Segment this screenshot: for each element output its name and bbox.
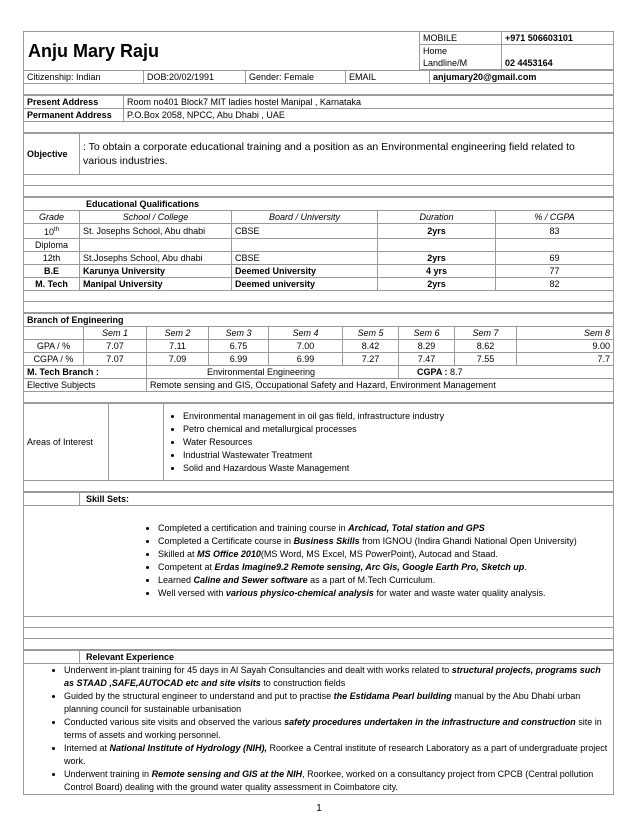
- education-cell-school: [80, 239, 232, 252]
- cgpa-value: 7.47: [399, 353, 455, 366]
- personal-row: [23, 70, 614, 95]
- education-row: [24, 224, 614, 239]
- education-cell-board: [232, 239, 378, 252]
- cgpa-value: 7.7: [517, 353, 614, 366]
- semester-header: Sem 6: [399, 327, 455, 340]
- permanent-address-value: P.O.Box 2058, NPCC, Abu Dhabi , UAE: [124, 109, 614, 122]
- education-row: [24, 239, 614, 252]
- spacer: [24, 302, 614, 313]
- education-cell-score: [496, 239, 614, 252]
- education-cell-board: Deemed University: [232, 265, 378, 278]
- objective-text: : To obtain a corporate educational training and a position as an Environmental engineering field related to various industries.: [80, 134, 614, 175]
- interest-item: • Environmental management in oil gas field, infrastructure industry: [183, 410, 610, 423]
- mtech-branch-label: M. Tech Branch :: [24, 366, 147, 379]
- gpa-value: 6.75: [209, 340, 269, 353]
- experience-item: • Interned at National Institute of Hydrology (NIH), Roorkee a Central institute of research Laboratory as a part of undergraduate project work.: [64, 742, 610, 768]
- interest-item: • Water Resources: [183, 436, 610, 449]
- education-cell-school: Manipal University: [80, 278, 232, 291]
- gpa-label: GPA / %: [24, 340, 84, 353]
- mobile-label: MOBILE: [420, 32, 502, 45]
- skills-title: Skill Sets:: [80, 493, 614, 506]
- spacer: [24, 392, 614, 403]
- gpa-value: 7.11: [147, 340, 209, 353]
- cgpa-value: 6.99: [269, 353, 343, 366]
- skills-item: • Well versed with various physico-chemical analysis for water and waste water quality analysis.: [158, 587, 610, 600]
- page-number: 1: [316, 803, 322, 814]
- objective-table: [23, 133, 614, 197]
- experience-table: [23, 650, 614, 795]
- education-cell-duration: 2yrs: [378, 224, 496, 239]
- dob: DOB:20/02/1991: [144, 71, 246, 84]
- education-cell-school: St. Josephs School, Abu dhabi: [80, 224, 232, 239]
- col-board: Board / University: [232, 211, 378, 224]
- email-label: EMAIL: [346, 71, 430, 84]
- home-label: Home Landline/M: [420, 45, 502, 70]
- present-address-label: Present Address: [24, 96, 124, 109]
- skills-list: [142, 522, 610, 600]
- spacer: [24, 481, 614, 492]
- gpa-value: 8.29: [399, 340, 455, 353]
- blank-cell: [24, 651, 80, 664]
- education-cell-grade: 12th: [24, 252, 80, 265]
- interests-list: [167, 410, 610, 475]
- interest-item: • Industrial Wastewater Treatment: [183, 449, 610, 462]
- education-cell-duration: [378, 239, 496, 252]
- engineering-table: [23, 313, 614, 403]
- cgpa-row: [24, 353, 614, 366]
- education-cell-board: CBSE: [232, 252, 378, 265]
- education-row: [24, 265, 614, 278]
- cgpa-value: 7.07: [84, 353, 147, 366]
- gender: Gender: Female: [246, 71, 346, 84]
- spacer: [24, 628, 614, 639]
- gpa-value: 9.00: [517, 340, 614, 353]
- spacer: [24, 122, 614, 133]
- skills-list-cell: [24, 506, 614, 617]
- education-table: [23, 197, 614, 313]
- spacer: [24, 291, 614, 302]
- gpa-row: [24, 340, 614, 353]
- interests-list-cell: [164, 404, 614, 481]
- semester-header: Sem 1: [84, 327, 147, 340]
- skills-item: • Learned Caline and Sewer software as a part of M.Tech Curriculum.: [158, 574, 610, 587]
- cgpa-label: CGPA / %: [24, 353, 84, 366]
- experience-list: [48, 664, 610, 794]
- skills-table: [23, 492, 614, 650]
- engineering-title: Branch of Engineering: [24, 314, 614, 327]
- education-cell-score: 82: [496, 278, 614, 291]
- education-cell-duration: 2yrs: [378, 252, 496, 265]
- education-cell-grade: B.E: [24, 265, 80, 278]
- semester-header: Sem 4: [269, 327, 343, 340]
- cgpa-overall: CGPA : 8.7: [399, 366, 614, 379]
- gpa-value: 8.62: [455, 340, 517, 353]
- permanent-address-label: Permanent Address: [24, 109, 124, 122]
- address-table: [23, 95, 614, 133]
- col-school: School / College: [80, 211, 232, 224]
- resume-page: [23, 31, 613, 795]
- education-cell-score: 77: [496, 265, 614, 278]
- semester-header: Sem 2: [147, 327, 209, 340]
- education-row: [24, 252, 614, 265]
- header-table: [23, 31, 614, 70]
- skills-item: • Completed a Certificate course in Business Skills from IGNOU (Indira Ghandi National Open University): [158, 535, 610, 548]
- education-rows: [24, 224, 614, 291]
- spacer: [24, 84, 614, 95]
- skills-item: • Competent at Erdas Imagine9.2 Remote sensing, Arc Gis, Google Earth Pro, Sketch up.: [158, 561, 610, 574]
- citizenship: Citizenship: Indian: [24, 71, 144, 84]
- cgpa-value: 7.27: [343, 353, 399, 366]
- interests-label: Areas of Interest: [24, 404, 109, 481]
- cgpa-value: 7.55: [455, 353, 517, 366]
- skills-item: • Skilled at MS Office 2010(MS Word, MS Excel, MS PowerPoint), Autocad and Staad.: [158, 548, 610, 561]
- email-value: anjumary20@gmail.com: [430, 71, 614, 84]
- mtech-branch-value: Environmental Engineering: [147, 366, 399, 379]
- semester-header: Sem 3: [209, 327, 269, 340]
- interests-table: [23, 403, 614, 492]
- col-grade: Grade: [24, 211, 80, 224]
- blank-cell: [24, 327, 84, 340]
- spacer: [24, 617, 614, 628]
- gpa-value: 8.42: [343, 340, 399, 353]
- semester-header: Sem 5: [343, 327, 399, 340]
- gpa-value: 7.07: [84, 340, 147, 353]
- skills-item: • Completed a certification and training course in Archicad, Total station and GPS: [158, 522, 610, 535]
- cgpa-value: 6.99: [209, 353, 269, 366]
- semester-header: Sem 7: [455, 327, 517, 340]
- cgpa-value: 7.09: [147, 353, 209, 366]
- education-cell-board: Deemed university: [232, 278, 378, 291]
- interest-item: • Solid and Hazardous Waste Management: [183, 462, 610, 475]
- education-cell-school: Karunya University: [80, 265, 232, 278]
- education-row: [24, 278, 614, 291]
- education-cell-duration: 4 yrs: [378, 265, 496, 278]
- objective-label: Objective: [24, 134, 80, 175]
- education-cell-grade: Diploma: [24, 239, 80, 252]
- mobile-value: +971 506603101: [502, 32, 614, 45]
- col-score: % / CGPA: [496, 211, 614, 224]
- spacer: [24, 175, 614, 186]
- blank-cell: [109, 404, 164, 481]
- present-address-value: Room no401 Block7 MIT ladies hostel Manipal , Karnataka: [124, 96, 614, 109]
- electives-label: Elective Subjects: [24, 379, 147, 392]
- spacer: [24, 186, 614, 197]
- gpa-value: 7.00: [269, 340, 343, 353]
- semester-header-row: [24, 327, 614, 340]
- education-cell-board: CBSE: [232, 224, 378, 239]
- home-value: 02 4453164: [502, 45, 614, 70]
- electives-value: Remote sensing and GIS, Occupational Safety and Hazard, Environment Management: [147, 379, 614, 392]
- experience-item: • Underwent in-plant training for 45 days in Al Sayah Consultancies and dealt with works related to structural projects, programs such as STAAD ,SAFE,AUTOCAD etc and site visits to construction fields: [64, 664, 610, 690]
- education-cell-score: 69: [496, 252, 614, 265]
- col-duration: Duration: [378, 211, 496, 224]
- education-cell-duration: 2yrs: [378, 278, 496, 291]
- semester-header: Sem 8: [517, 327, 614, 340]
- education-cell-grade: 10th: [24, 224, 80, 239]
- education-cell-score: 83: [496, 224, 614, 239]
- candidate-name: Anju Mary Raju: [24, 32, 420, 70]
- education-title: Educational Qualifications: [24, 198, 614, 211]
- education-cell-school: St.Josephs School, Abu dhabi: [80, 252, 232, 265]
- education-cell-grade: M. Tech: [24, 278, 80, 291]
- interest-item: • Petro chemical and metallurgical processes: [183, 423, 610, 436]
- experience-list-cell: [24, 664, 614, 795]
- experience-item: • Conducted various site visits and observed the various safety procedures undertaken in the infrastructure and construction site in terms of assets and working personnel.: [64, 716, 610, 742]
- experience-item: • Underwent training in Remote sensing and GIS at the NIH, Roorkee, worked on a consultancy project from CPCB (Central pollution Control Board) dealing with the ground water quality assessment in Coimbatore city.: [64, 768, 610, 794]
- experience-item: • Guided by the structural engineer to understand and put to practise the Estidama Pearl building manual by the Abu Dhabi urban planning council for sustainable urbanisation: [64, 690, 610, 716]
- blank-cell: [24, 493, 80, 506]
- experience-title: Relevant Experience: [80, 651, 614, 664]
- spacer: [24, 639, 614, 650]
